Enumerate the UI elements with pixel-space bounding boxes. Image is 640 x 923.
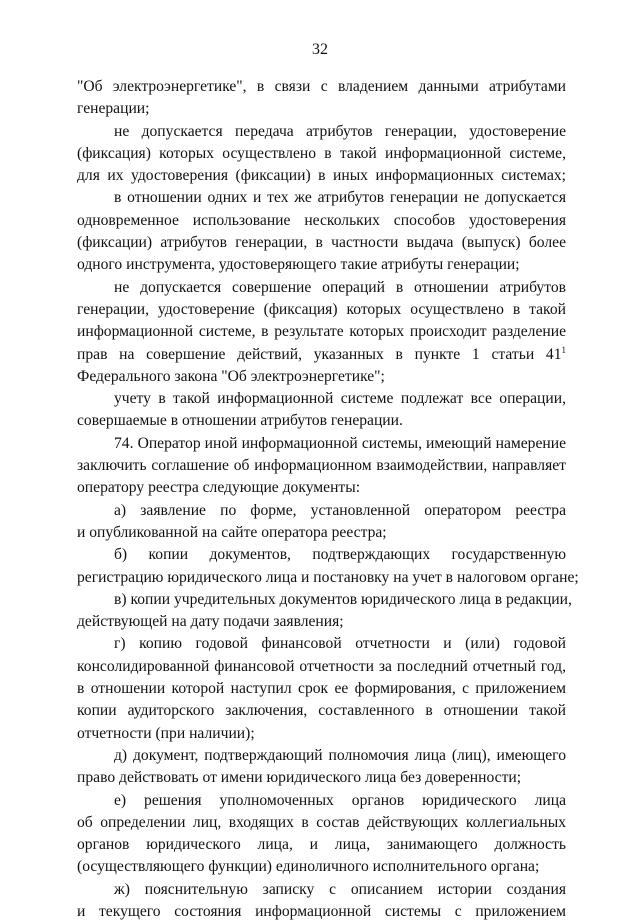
text-line — [77, 321, 566, 343]
text-line-content: генерации; — [77, 100, 150, 118]
body-text — [77, 76, 579, 923]
text-line-content: заключить соглашение об информационном взаимодействии, направляет — [77, 457, 566, 475]
text-line-content: 74. Оператор иной информационной системы, имеющий намерение — [114, 434, 566, 452]
text-line-content: а) заявление по форме, установленной оператором реестра — [114, 501, 566, 519]
text-line-content: регистрацию юридического лица и постановку на учет в налоговом органе; — [77, 568, 579, 586]
text-line — [77, 76, 566, 98]
text-line — [77, 678, 566, 700]
text-line — [77, 254, 566, 276]
text-line — [77, 410, 566, 432]
text-line-content: одного инструмента, удостоверяющего такие атрибуты генерации; — [77, 256, 520, 274]
text-line-content: отчетности (при наличии); — [77, 724, 255, 742]
page-number: 32 — [312, 41, 328, 58]
text-line — [77, 567, 579, 589]
text-line — [77, 589, 572, 611]
text-line — [77, 633, 566, 655]
text-line-content: б) копии документов, подтверждающих государственную — [114, 546, 566, 564]
text-line-content: оператору реестра следующие документы: — [77, 479, 361, 497]
text-line-content: (осуществляющего функции) единоличного исполнительного органа; — [77, 858, 540, 876]
text-line — [77, 790, 566, 812]
text-line — [77, 143, 566, 165]
text-line — [77, 277, 566, 299]
text-line-content: действующей на дату подачи заявления; — [77, 613, 344, 631]
text-line-content: ж) пояснительную записку с описанием истории создания — [114, 880, 566, 898]
text-line — [77, 187, 566, 209]
text-line-content: одновременное использование нескольких способов удостоверения — [77, 211, 566, 229]
text-line-content: г) копию годовой финансовой отчетности и (или) годовой — [114, 635, 566, 653]
text-line-content: для их удостоверения (фиксации) в иных информационных системах; — [77, 167, 566, 185]
text-line — [77, 700, 566, 722]
text-line — [77, 433, 566, 455]
text-line — [77, 812, 566, 834]
text-line — [77, 611, 566, 633]
superscript-reference: 1 — [561, 344, 566, 355]
text-line-content: (фиксация) которых осуществлено в такой информационной системе, — [77, 144, 566, 162]
text-line-content: совершаемые в отношении атрибутов генерации. — [77, 412, 403, 430]
text-line — [77, 544, 566, 566]
text-line-content: и опубликованной на сайте оператора реестра; — [77, 523, 387, 541]
text-line-content: в отношении которой наступил срок ее формирования, с приложением — [77, 680, 566, 698]
text-line-content: (фиксации) атрибутов генерации, в частности выдача (выпуск) более — [77, 234, 566, 252]
text-line-content: информационной системе, в результате которых происходит разделение — [77, 323, 566, 341]
text-line-content: консолидированной финансовой отчетности за последний отчетный год, — [77, 657, 566, 675]
text-line — [77, 745, 566, 767]
text-line — [77, 856, 566, 878]
text-line-content: генерации, удостоверение (фиксация) которых осуществлено в такой — [77, 300, 566, 318]
text-line-content: е) решения уполномоченных органов юридического лица — [114, 791, 566, 809]
text-line-content: прав на совершение действий, указанных в пункте 1 статьи 41 — [77, 345, 562, 363]
text-line — [77, 901, 566, 923]
text-line — [77, 366, 566, 388]
text-line — [77, 500, 566, 522]
text-line — [77, 455, 566, 477]
text-line-content: и текущего состояния информационной системы с приложением — [77, 902, 566, 920]
text-line — [77, 522, 566, 544]
text-line-content: Федерального закона "Об электроэнергетике"; — [77, 367, 385, 385]
text-line — [77, 477, 566, 499]
text-line — [77, 344, 566, 366]
text-line — [77, 232, 566, 254]
text-line-content: учету в такой информационной системе подлежат все операции, — [114, 390, 566, 408]
text-line — [77, 723, 566, 745]
text-line — [77, 299, 566, 321]
text-line-content: "Об электроэнергетике", в связи с владением данными атрибутами — [77, 78, 566, 95]
text-line-content: органов юридического лица, и лица, занимающего должность — [77, 836, 566, 854]
text-line-content: д) документ, подтверждающий полномочия лица (лиц), имеющего — [114, 746, 566, 764]
text-line-content: в отношении одних и тех же атрибутов генерации не допускается — [114, 189, 566, 207]
text-line — [77, 834, 566, 856]
text-line-content: не допускается совершение операций в отношении атрибутов — [114, 278, 566, 296]
text-line-content: право действовать от имени юридического лица без доверенности; — [77, 769, 522, 787]
text-line — [77, 767, 566, 789]
text-line — [77, 656, 566, 678]
text-line-content: копии аудиторского заключения, составленного в отношении такой — [77, 702, 566, 720]
text-line-content: не допускается передача атрибутов генерации, удостоверение — [114, 122, 566, 140]
text-line — [77, 98, 566, 120]
text-line-content: об определении лиц, входящих в состав действующих коллегиальных — [77, 813, 566, 831]
text-line — [77, 879, 566, 901]
text-line — [77, 121, 566, 143]
text-line-content: в) копии учредительных документов юридического лица в редакции, — [114, 590, 572, 608]
text-line — [77, 165, 566, 187]
text-line — [77, 210, 566, 232]
text-line — [77, 388, 566, 410]
